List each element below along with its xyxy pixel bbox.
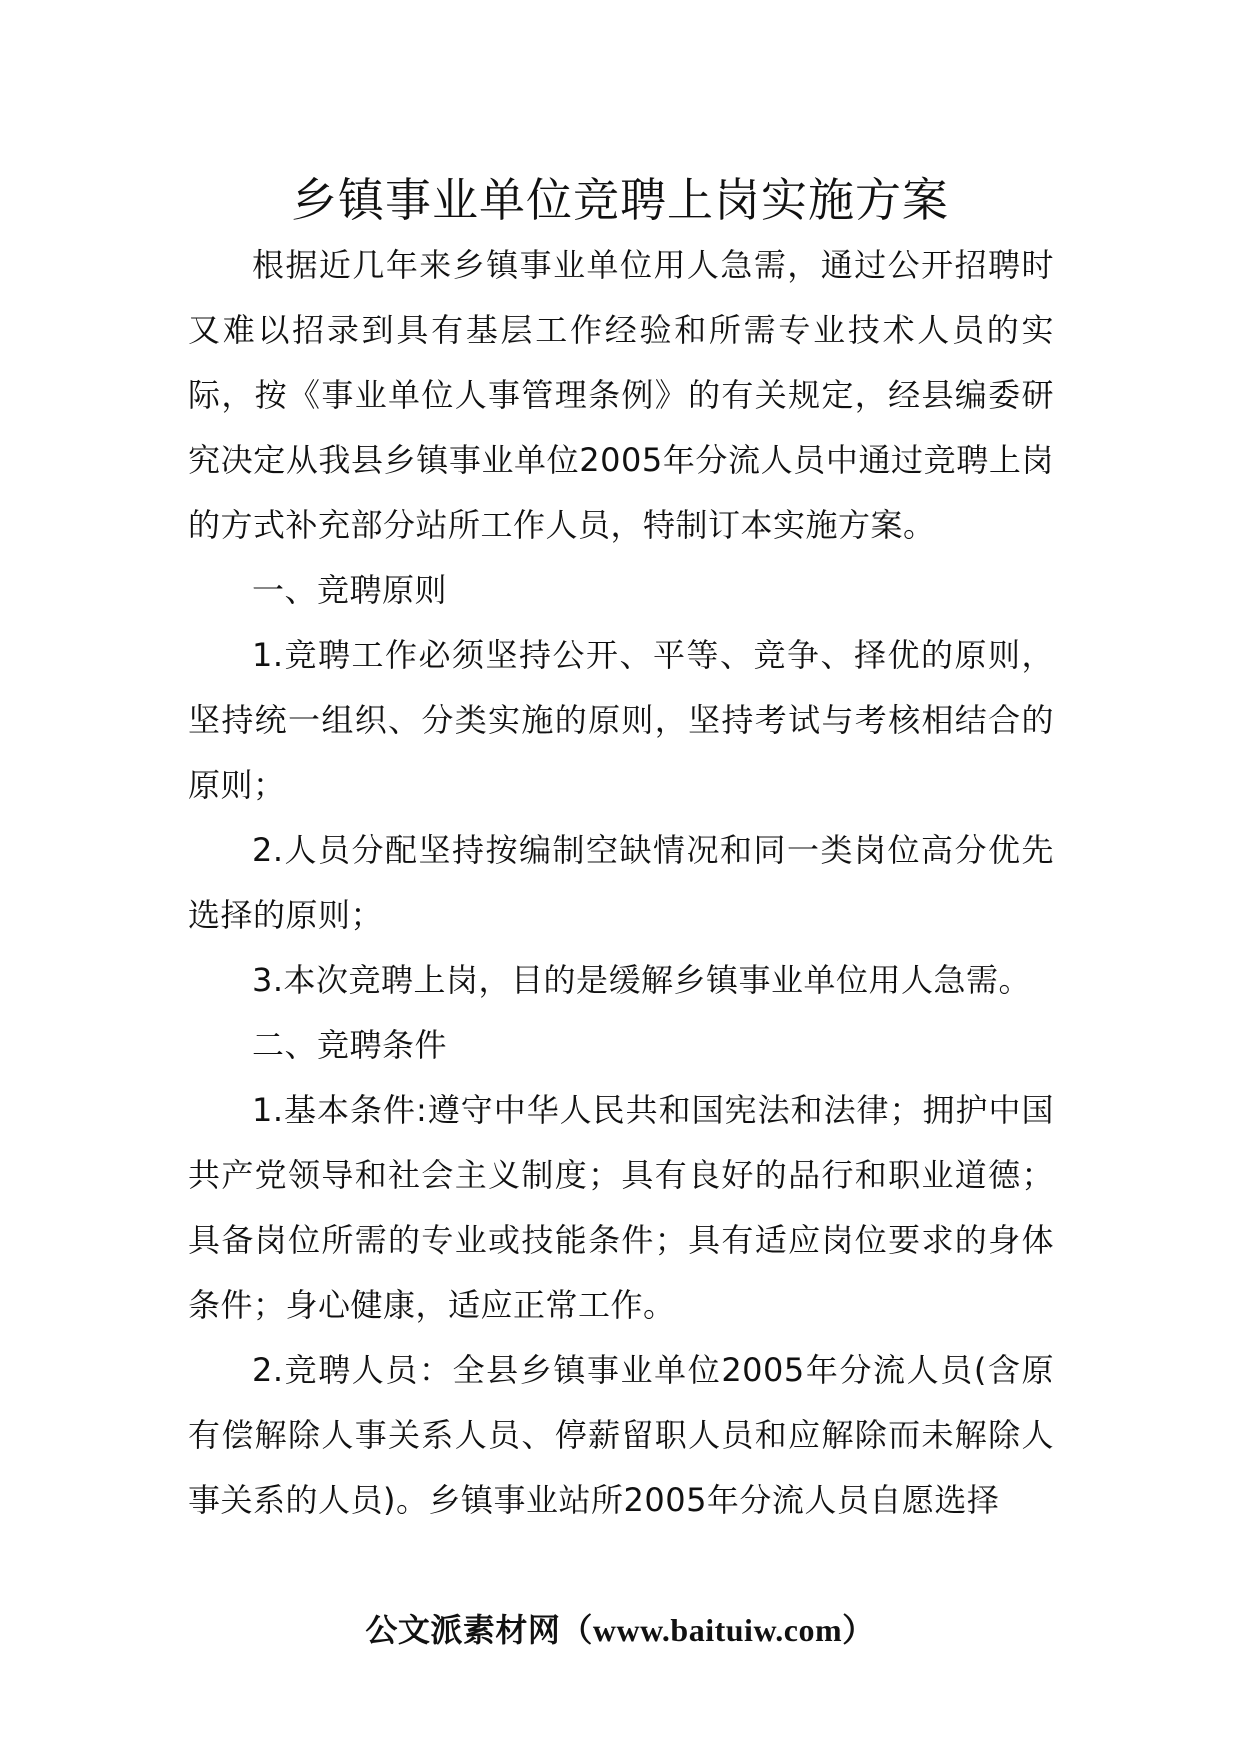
section-heading-conditions: 二、竞聘条件 [252, 1026, 448, 1064]
paragraph-principle-2: 2.人员分配坚持按编制空缺情况和同一类岗位高分优先选择的原则； [188, 831, 1054, 934]
paragraph-principle-1: 1.竞聘工作必须坚持公开、平等、竞争、择优的原则，坚持统一组织、分类实施的原则，坚持考试与考核相结合的原则； [188, 636, 1054, 804]
paragraph-intro: 根据近几年来乡镇事业单位用人急需，通过公开招聘时又难以招录到具有基层工作经验和所需专业技术人员的实际，按《事业单位人事管理条例》的有关规定，经县编委研究决定从我县乡镇事业单位2005年分流人员中通过竞聘上岗的方式补充部分站所工作人员，特制订本实施方案。 [188, 246, 1054, 544]
paragraph-condition-1: 1.基本条件:遵守中华人民共和国宪法和法律；拥护中国共产党领导和社会主义制度；具有良好的品行和职业道德；具备岗位所需的专业或技能条件；具有适应岗位要求的身体条件；身心健康，适应正常工作。 [188, 1091, 1054, 1324]
document-title: 乡镇事业单位竞聘上岗实施方案 [291, 173, 949, 227]
document-body [188, 233, 1054, 1533]
section-heading-principles: 一、竞聘原则 [252, 571, 448, 609]
footer-watermark: 公文派素材网（www.baituiw.com） [365, 1612, 875, 1648]
paragraph-condition-2: 2.竞聘人员：全县乡镇事业单位2005年分流人员(含原有偿解除人事关系人员、停薪留职人员和应解除而未解除人事关系的人员)。乡镇事业站所2005年分流人员自愿选择 [188, 1351, 1054, 1519]
paragraph-principle-3: 3.本次竞聘上岗，目的是缓解乡镇事业单位用人急需。 [252, 961, 1032, 999]
